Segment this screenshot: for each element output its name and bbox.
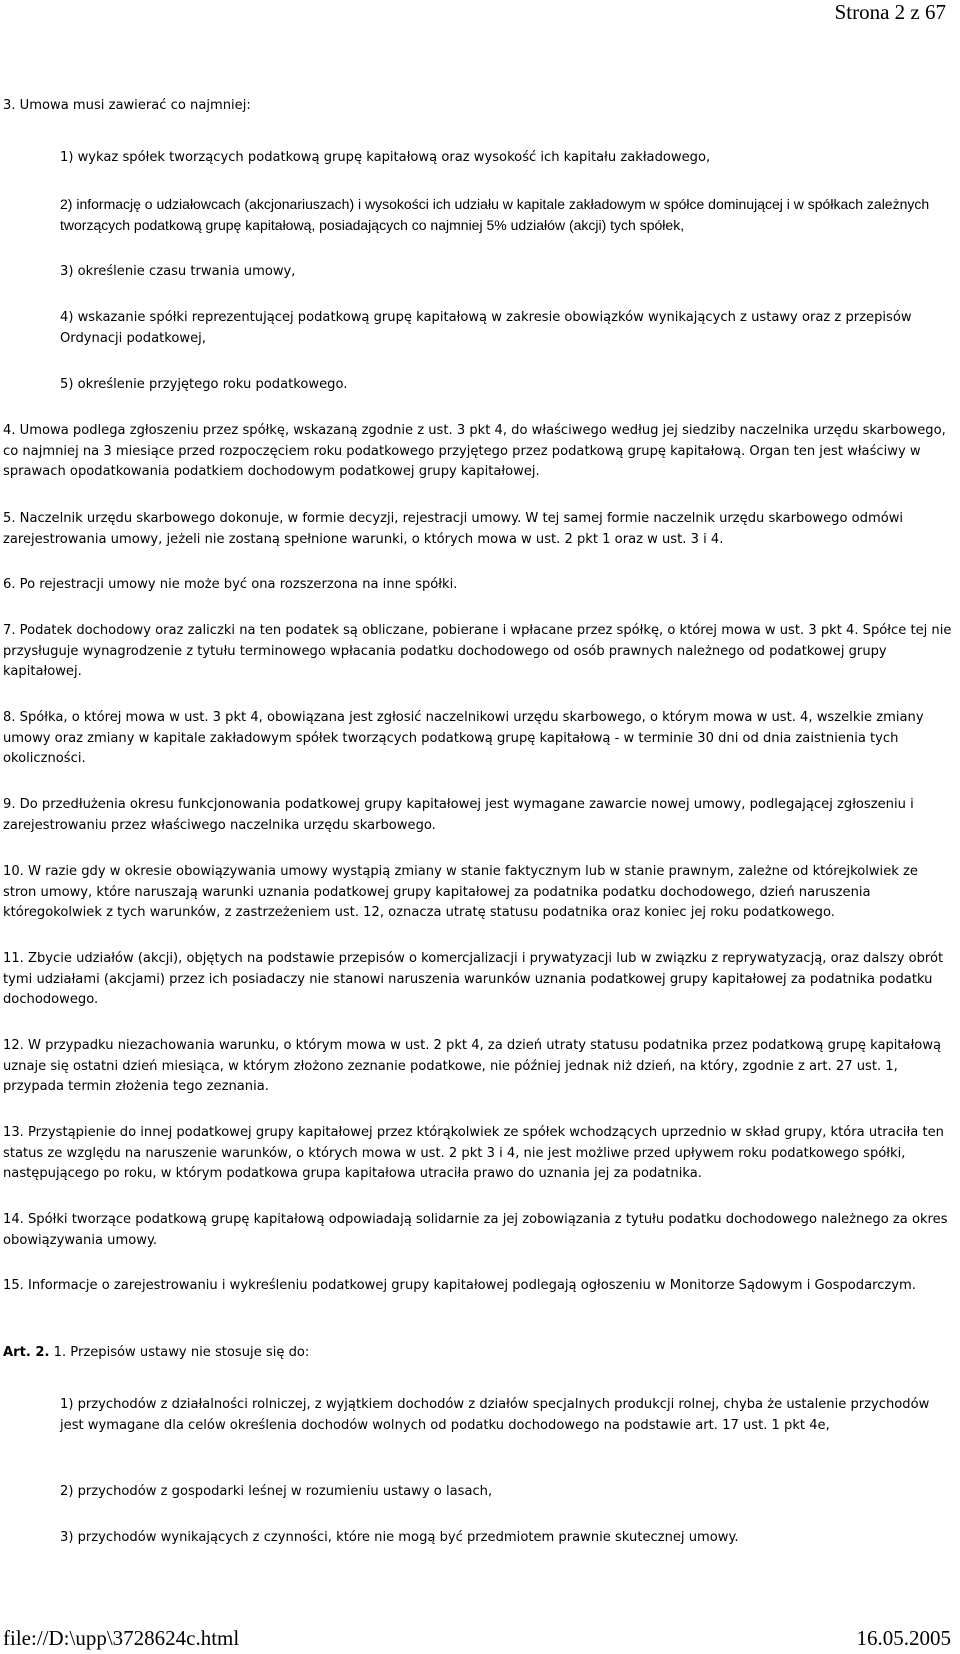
section-8: 8. Spółka, o której mowa w ust. 3 pkt 4, obowiązana jest zgłosić naczelnikowi urzędu skarbowego, o którym mowa w ust. 4, wszelkie zmiany umowy oraz zmiany w kapitale zakładowym spółek tworzących podatkową grupę kapitałową - w terminie 30 dni od dnia zaistnienia tych okoliczności. — [3, 710, 924, 766]
section-4: 4. Umowa podlega zgłoszeniu przez spółkę, wskazaną zgodnie z ust. 3 pkt 4, do właściwego według jej siedziby naczelnika urzędu skarbowego, co najmniej na 3 miesiące przed rozpoczęciem roku podatkowego przyjętego przez podatkową grupę kapitałową. Organ ten jest właściwy w sprawach opodatkowania podatkiem dochodowym podatkowej grupy kapitałowej. — [3, 423, 946, 479]
section-15: 15. Informacje o zarejestrowaniu i wykreśleniu podatkowej grupy kapitałowej podlegają ogłoszeniu w Monitorze Sądowym i Gospodarczym. — [3, 1278, 916, 1293]
footer-date: 16.05.2005 — [856, 1626, 951, 1650]
section-9: 9. Do przedłużenia okresu funkcjonowania podatkowej grupy kapitałowej jest wymagane zawarcie nowej umowy, podlegającej zgłoszeniu i zarejestrowaniu przez właściwego naczelnika urzędu skarbowego. — [3, 797, 914, 833]
article-2-heading — [3, 1343, 953, 1364]
section-12: 12. W przypadku niezachowania warunku, o którym mowa w ust. 2 pkt 4, za dzień utraty statusu podatnika przez podatkową grupę kapitałową uznaje się ostatni dzień miesiąca, w którym złożono zeznanie podatkowe, nie później jednak niż dzień, na który, zgodnie z art. 27 ust. 1, przypada termin złożenia tego zeznania. — [3, 1038, 942, 1094]
article-2-point-3: 3) przychodów wynikających z czynności, które nie mogą być przedmiotem prawnie skutecznej umowy. — [60, 1530, 739, 1545]
section-5: 5. Naczelnik urzędu skarbowego dokonuje, w formie decyzji, rejestracji umowy. W tej samej formie naczelnik urzędu skarbowego odmówi zarejestrowania umowy, jeżeli nie zostaną spełnione warunki, o których mowa w ust. 2 pkt 1 oraz w ust. 3 i 4. — [3, 511, 904, 547]
section-7: 7. Podatek dochodowy oraz zaliczki na ten podatek są obliczane, pobierane i wpłacane przez spółkę, o której mowa w ust. 3 pkt 4. Spółce tej nie przysługuje wynagrodzenie z tytułu terminowego wpłacania podatku dochodowego od osób prawnych należnego od podatkowej grupy kapitałowej. — [3, 623, 952, 679]
section-3-point-2: 2) informację o udziałowcach (akcjonariuszach) i wysokości ich udziału w kapitale zakładowym w spółce dominującej i w spółkach zależnych tworzących podatkową grupę kapitałową, posiadających co najmniej 5% udziałów (akcji) tych spółek, — [60, 196, 930, 233]
section-11: 11. Zbycie udziałów (akcji), objętych na podstawie przepisów o komercjalizacji i prywatyzacji lub w związku z reprywatyzacją, oraz dalszy obrót tymi udziałami (akcjami) przez ich posiadaczy nie stanowi naruszenia warunków uznania podatkowej grupy kapitałowej za podatnika podatku dochodowego. — [3, 951, 944, 1007]
section-3-point-1: 1) wykaz spółek tworzących podatkową grupę kapitałową oraz wysokość ich kapitału zakładowego, — [60, 150, 711, 165]
section-14: 14. Spółki tworzące podatkową grupę kapitałową odpowiadają solidarnie za jej zobowiązania z tytułu podatku dochodowego należnego za okres obowiązywania umowy. — [3, 1212, 948, 1248]
article-2-point-2: 2) przychodów z gospodarki leśnej w rozumieniu ustawy o lasach, — [60, 1484, 493, 1499]
page-number: Strona 2 z 67 — [834, 0, 946, 24]
section-10: 10. W razie gdy w okresie obowiązywania umowy wystąpią zmiany w stanie faktycznym lub w stanie prawnym, zależne od którejkolwiek ze stron umowy, które naruszają warunki uznania podatkowej grupy kapitałowej za podatnika podatku dochodowego, dzień naruszenia któregokolwiek z tych warunków, z zastrzeżeniem ust. 12, oznacza utratę statusu podatnika oraz koniec jej roku podatkowego. — [3, 864, 918, 920]
footer-file-path: file://D:\upp\3728624c.html — [3, 1626, 240, 1650]
section-13: 13. Przystąpienie do innej podatkowej grupy kapitałowej przez którąkolwiek ze spółek wchodzących uprzednio w skład grupy, która utraciła ten status ze względu na naruszenie warunków, o których mowa w ust. 2 pkt 3 i 4, nie jest możliwe przed upływem roku podatkowego spółki, następującego po roku, w którym podatkowa grupa kapitałowa utraciła prawo do uznania jej za podatnika. — [3, 1125, 944, 1181]
section-3-point-4: 4) wskazanie spółki reprezentującej podatkową grupę kapitałową w zakresie obowiązków wynikających z ustawy oraz z przepisów Ordynacji podatkowej, — [60, 310, 912, 346]
article-2-point-1: 1) przychodów z działalności rolniczej, z wyjątkiem dochodów z działów specjalnych produkcji rolnej, chyba że ustalenie przychodów jest wymagane dla celów określenia dochodów wolnych od podatku dochodowego na podstawie art. 17 ust. 1 pkt 4e, — [60, 1397, 930, 1433]
section-3-intro: 3. Umowa musi zawierać co najmniej: — [3, 98, 251, 113]
article-2-label: Art. 2. — [3, 1345, 50, 1360]
section-6: 6. Po rejestracji umowy nie może być ona rozszerzona na inne spółki. — [3, 577, 458, 592]
section-3-point-5: 5) określenie przyjętego roku podatkowego. — [60, 377, 348, 392]
section-3-point-3: 3) określenie czasu trwania umowy, — [60, 264, 296, 279]
article-2-text: 1. Przepisów ustawy nie stosuje się do: — [49, 1345, 310, 1360]
page-footer — [0, 1626, 960, 1650]
